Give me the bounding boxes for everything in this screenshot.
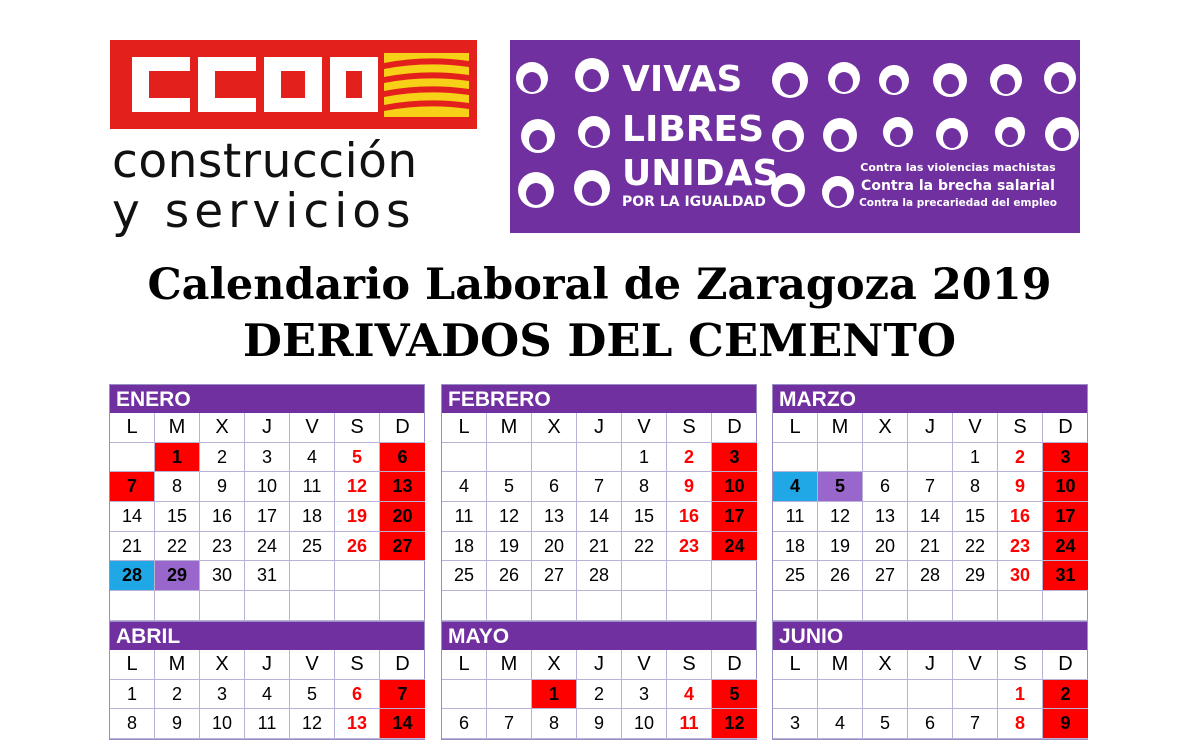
month-grid (442, 413, 756, 621)
empty-day-cell (442, 591, 487, 621)
day-cell: 15 (622, 502, 667, 532)
empty-day-cell (953, 591, 998, 621)
empty-day-cell (908, 591, 953, 621)
empty-day-cell (245, 591, 290, 621)
day-cell: 5 (290, 680, 335, 710)
tagline-precarity: Contra la precariedad del empleo (859, 197, 1057, 209)
day-cell: 18 (442, 532, 487, 562)
weekday-header: V (953, 413, 998, 443)
weekday-header: D (380, 650, 425, 680)
day-cell: 23 (667, 532, 712, 562)
empty-day-cell (335, 561, 380, 591)
empty-day-cell (818, 591, 863, 621)
month-calendar-enero (109, 384, 425, 622)
weekday-header: L (110, 650, 155, 680)
day-cell: 2 (1043, 680, 1088, 710)
day-cell: 7 (577, 472, 622, 502)
month-name: MARZO (773, 385, 1087, 413)
day-cell: 12 (712, 709, 757, 739)
day-cell: 9 (155, 709, 200, 739)
day-cell: 20 (380, 502, 425, 532)
weekday-header: X (863, 413, 908, 443)
day-cell: 11 (667, 709, 712, 739)
empty-day-cell (712, 561, 757, 591)
day-cell: 9 (1043, 709, 1088, 739)
empty-day-cell (667, 561, 712, 591)
day-cell: 24 (1043, 532, 1088, 562)
empty-day-cell (1043, 591, 1088, 621)
day-cell: 7 (380, 680, 425, 710)
day-cell: 9 (200, 472, 245, 502)
weekday-header: V (953, 650, 998, 680)
weekday-header: M (487, 650, 532, 680)
day-cell: 6 (863, 472, 908, 502)
day-cell: 20 (863, 532, 908, 562)
day-cell: 16 (200, 502, 245, 532)
weekday-header: M (818, 650, 863, 680)
day-cell: 2 (998, 443, 1043, 473)
day-cell: 15 (155, 502, 200, 532)
weekday-header: L (773, 650, 818, 680)
org-name-line2: y servicios (112, 184, 416, 239)
month-name: ABRIL (110, 622, 424, 650)
day-cell: 25 (442, 561, 487, 591)
empty-day-cell (380, 591, 425, 621)
weekday-header: J (245, 650, 290, 680)
empty-day-cell (998, 591, 1043, 621)
day-cell: 21 (110, 532, 155, 562)
day-cell: 1 (998, 680, 1043, 710)
day-cell: 4 (290, 443, 335, 473)
aragon-flag-icon (384, 53, 469, 117)
empty-day-cell (155, 591, 200, 621)
day-cell: 6 (380, 443, 425, 473)
day-cell: 19 (818, 532, 863, 562)
day-cell: 28 (110, 561, 155, 591)
month-name: FEBRERO (442, 385, 756, 413)
day-cell: 4 (773, 472, 818, 502)
empty-day-cell (622, 591, 667, 621)
empty-day-cell (908, 680, 953, 710)
day-cell: 2 (577, 680, 622, 710)
empty-day-cell (200, 591, 245, 621)
day-cell: 26 (487, 561, 532, 591)
day-cell: 23 (200, 532, 245, 562)
empty-day-cell (110, 591, 155, 621)
day-cell: 21 (577, 532, 622, 562)
equality-campaign-banner (510, 40, 1080, 233)
tagline-violence: Contra las violencias machistas (860, 161, 1056, 174)
empty-day-cell (487, 591, 532, 621)
day-cell: 19 (487, 532, 532, 562)
day-cell: 12 (487, 502, 532, 532)
day-cell: 5 (712, 680, 757, 710)
month-name: MAYO (442, 622, 756, 650)
day-cell: 8 (110, 709, 155, 739)
empty-day-cell (773, 680, 818, 710)
day-cell: 31 (1043, 561, 1088, 591)
month-name: ENERO (110, 385, 424, 413)
weekday-header: D (380, 413, 425, 443)
weekday-header: S (667, 650, 712, 680)
slogan-subtitle: POR LA IGUALDAD (622, 194, 766, 210)
day-cell: 17 (245, 502, 290, 532)
day-cell: 22 (155, 532, 200, 562)
weekday-header: S (667, 413, 712, 443)
weekday-header: V (622, 650, 667, 680)
day-cell: 1 (110, 680, 155, 710)
empty-day-cell (290, 561, 335, 591)
day-cell: 5 (818, 472, 863, 502)
day-cell: 8 (953, 472, 998, 502)
day-cell: 17 (1043, 502, 1088, 532)
empty-day-cell (818, 680, 863, 710)
day-cell: 18 (290, 502, 335, 532)
day-cell: 10 (622, 709, 667, 739)
day-cell: 12 (290, 709, 335, 739)
day-cell: 26 (335, 532, 380, 562)
day-cell: 5 (487, 472, 532, 502)
day-cell: 4 (442, 472, 487, 502)
weekday-header: X (532, 650, 577, 680)
weekday-header: L (773, 413, 818, 443)
slogan-libres: LIBRES (622, 109, 765, 150)
weekday-header: X (200, 413, 245, 443)
day-cell: 7 (953, 709, 998, 739)
empty-day-cell (908, 443, 953, 473)
day-cell: 3 (712, 443, 757, 473)
weekday-header: S (998, 413, 1043, 443)
day-cell: 10 (1043, 472, 1088, 502)
day-cell: 9 (577, 709, 622, 739)
day-cell: 3 (245, 443, 290, 473)
empty-day-cell (487, 680, 532, 710)
day-cell: 12 (818, 502, 863, 532)
month-calendar-junio (772, 621, 1088, 740)
empty-day-cell (110, 443, 155, 473)
day-cell: 8 (532, 709, 577, 739)
day-cell: 1 (953, 443, 998, 473)
day-cell: 10 (245, 472, 290, 502)
weekday-header: D (1043, 413, 1088, 443)
day-cell: 27 (532, 561, 577, 591)
empty-day-cell (818, 443, 863, 473)
day-cell: 28 (577, 561, 622, 591)
day-cell: 26 (818, 561, 863, 591)
day-cell: 20 (532, 532, 577, 562)
day-cell: 13 (380, 472, 425, 502)
empty-day-cell (622, 561, 667, 591)
day-cell: 5 (335, 443, 380, 473)
day-cell: 4 (818, 709, 863, 739)
day-cell: 2 (667, 443, 712, 473)
day-cell: 27 (380, 532, 425, 562)
day-cell: 7 (487, 709, 532, 739)
day-cell: 11 (442, 502, 487, 532)
day-cell: 25 (290, 532, 335, 562)
empty-day-cell (380, 561, 425, 591)
empty-day-cell (773, 591, 818, 621)
weekday-header: D (712, 413, 757, 443)
weekday-header: L (442, 650, 487, 680)
weekday-header: X (200, 650, 245, 680)
day-cell: 9 (667, 472, 712, 502)
day-cell: 4 (667, 680, 712, 710)
day-cell: 10 (200, 709, 245, 739)
weekday-header: L (110, 413, 155, 443)
weekday-header: D (712, 650, 757, 680)
day-cell: 10 (712, 472, 757, 502)
day-cell: 11 (773, 502, 818, 532)
month-grid (773, 413, 1087, 621)
weekday-header: S (335, 650, 380, 680)
day-cell: 14 (908, 502, 953, 532)
day-cell: 2 (155, 680, 200, 710)
day-cell: 5 (863, 709, 908, 739)
day-cell: 1 (622, 443, 667, 473)
day-cell: 24 (245, 532, 290, 562)
weekday-header: X (532, 413, 577, 443)
day-cell: 30 (998, 561, 1043, 591)
weekday-header: S (335, 413, 380, 443)
day-cell: 23 (998, 532, 1043, 562)
day-cell: 1 (532, 680, 577, 710)
day-cell: 6 (532, 472, 577, 502)
empty-day-cell (667, 591, 712, 621)
tagline-wage-gap: Contra la brecha salarial (861, 178, 1055, 194)
day-cell: 31 (245, 561, 290, 591)
day-cell: 28 (908, 561, 953, 591)
weekday-header: D (1043, 650, 1088, 680)
day-cell: 8 (155, 472, 200, 502)
day-cell: 4 (245, 680, 290, 710)
day-cell: 6 (442, 709, 487, 739)
day-cell: 27 (863, 561, 908, 591)
empty-day-cell (290, 591, 335, 621)
empty-day-cell (442, 443, 487, 473)
month-calendar-febrero (441, 384, 757, 622)
month-calendar-mayo (441, 621, 757, 740)
empty-day-cell (863, 591, 908, 621)
month-calendar-marzo (772, 384, 1088, 622)
weekday-header: J (577, 650, 622, 680)
empty-day-cell (487, 443, 532, 473)
month-calendar-abril (109, 621, 425, 740)
ccoo-letters-graphic (110, 40, 380, 129)
day-cell: 7 (908, 472, 953, 502)
slogan-vivas: VIVAS (622, 59, 743, 100)
empty-day-cell (712, 591, 757, 621)
slogan-unidas: UNIDAS (622, 153, 779, 194)
day-cell: 29 (155, 561, 200, 591)
day-cell: 8 (998, 709, 1043, 739)
day-cell: 11 (290, 472, 335, 502)
day-cell: 1 (155, 443, 200, 473)
day-cell: 6 (335, 680, 380, 710)
day-cell: 13 (532, 502, 577, 532)
day-cell: 3 (773, 709, 818, 739)
empty-day-cell (773, 443, 818, 473)
day-cell: 6 (908, 709, 953, 739)
weekday-header: X (863, 650, 908, 680)
weekday-header: M (487, 413, 532, 443)
day-cell: 3 (200, 680, 245, 710)
empty-day-cell (442, 680, 487, 710)
day-cell: 14 (577, 502, 622, 532)
month-grid (110, 413, 424, 621)
day-cell: 13 (863, 502, 908, 532)
empty-day-cell (863, 680, 908, 710)
weekday-header: V (290, 650, 335, 680)
day-cell: 7 (110, 472, 155, 502)
day-cell: 12 (335, 472, 380, 502)
day-cell: 8 (622, 472, 667, 502)
page-title: Calendario Laboral de Zaragoza 2019 (147, 260, 1052, 310)
weekday-header: M (818, 413, 863, 443)
day-cell: 3 (1043, 443, 1088, 473)
weekday-header: S (998, 650, 1043, 680)
weekday-header: J (908, 650, 953, 680)
day-cell: 25 (773, 561, 818, 591)
day-cell: 29 (953, 561, 998, 591)
day-cell: 16 (998, 502, 1043, 532)
weekday-header: J (908, 413, 953, 443)
day-cell: 18 (773, 532, 818, 562)
day-cell: 21 (908, 532, 953, 562)
month-name: JUNIO (773, 622, 1087, 650)
empty-day-cell (335, 591, 380, 621)
day-cell: 17 (712, 502, 757, 532)
day-cell: 19 (335, 502, 380, 532)
day-cell: 13 (335, 709, 380, 739)
weekday-header: J (577, 413, 622, 443)
day-cell: 22 (622, 532, 667, 562)
day-cell: 30 (200, 561, 245, 591)
empty-day-cell (532, 443, 577, 473)
empty-day-cell (577, 591, 622, 621)
day-cell: 3 (622, 680, 667, 710)
weekday-header: V (290, 413, 335, 443)
weekday-header: V (622, 413, 667, 443)
day-cell: 14 (380, 709, 425, 739)
day-cell: 14 (110, 502, 155, 532)
weekday-header: L (442, 413, 487, 443)
page-subtitle: DERIVADOS DEL CEMENTO (242, 314, 957, 367)
day-cell: 22 (953, 532, 998, 562)
day-cell: 9 (998, 472, 1043, 502)
day-cell: 11 (245, 709, 290, 739)
empty-day-cell (863, 443, 908, 473)
empty-day-cell (577, 443, 622, 473)
weekday-header: M (155, 413, 200, 443)
weekday-header: J (245, 413, 290, 443)
day-cell: 2 (200, 443, 245, 473)
empty-day-cell (532, 591, 577, 621)
empty-day-cell (953, 680, 998, 710)
day-cell: 24 (712, 532, 757, 562)
weekday-header: M (155, 650, 200, 680)
org-name-line1: construcción (112, 134, 418, 189)
day-cell: 16 (667, 502, 712, 532)
day-cell: 15 (953, 502, 998, 532)
